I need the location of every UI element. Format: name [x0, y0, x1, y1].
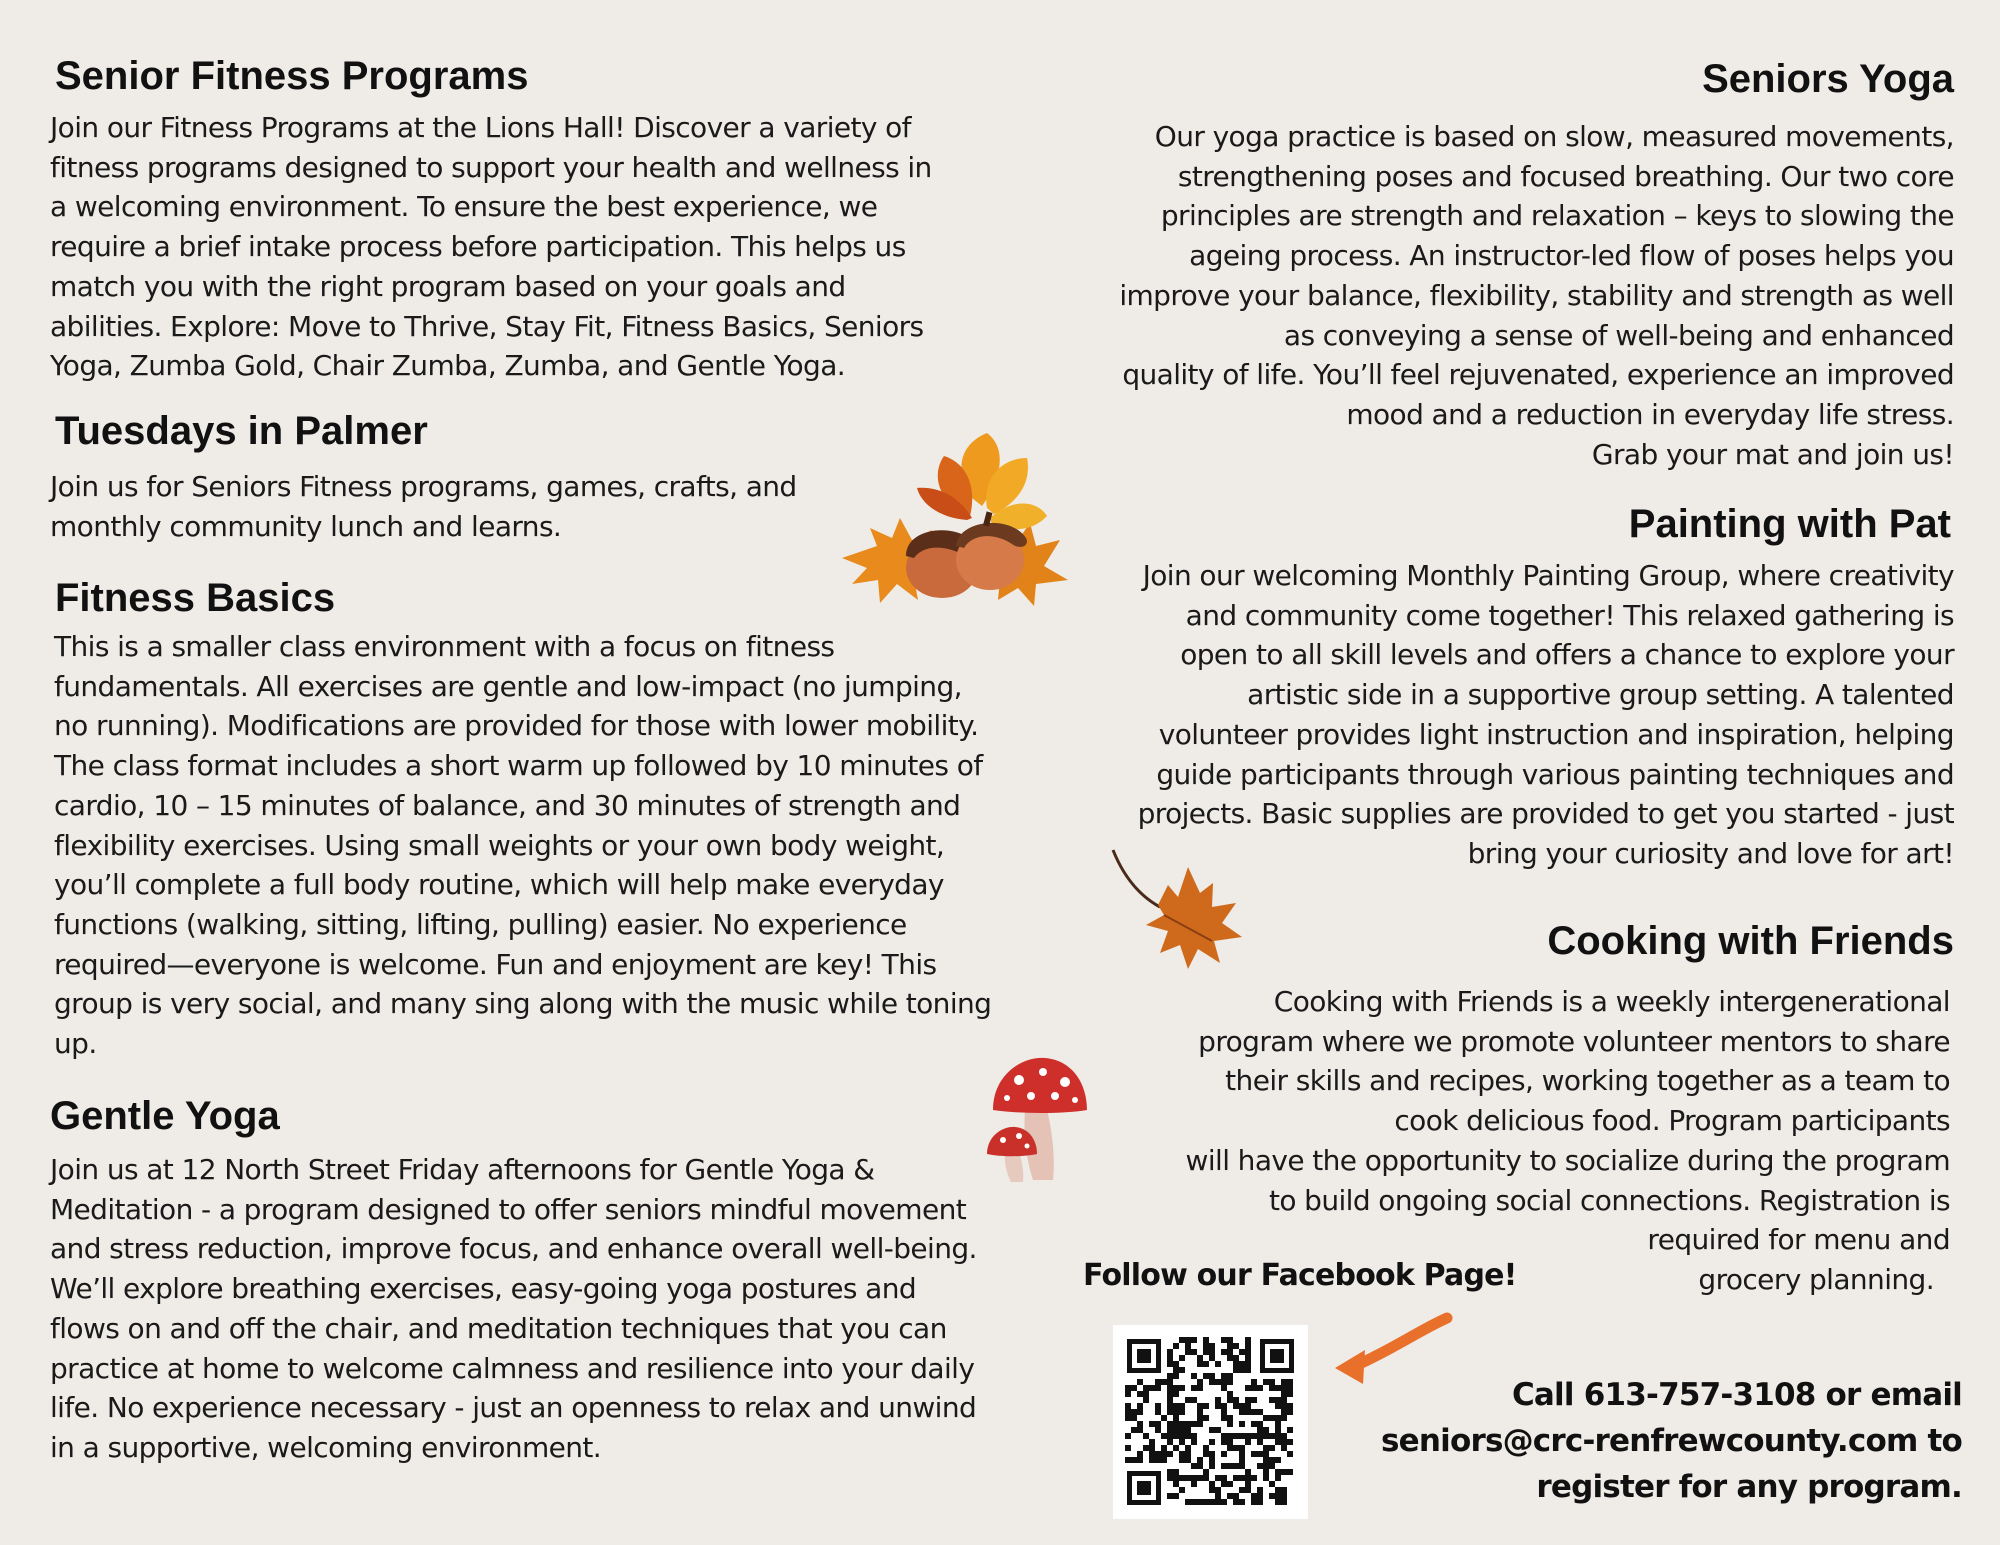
- paragraph-line: grocery planning.: [1698, 1262, 1934, 1296]
- paragraph-line: Cooking with Friends is a weekly intergenerational: [1273, 985, 1950, 1018]
- facebook-follow-label: Follow our Facebook Page!: [1083, 1258, 1517, 1293]
- paragraph-line: to build ongoing social connections. Registration is: [1268, 1183, 1950, 1217]
- paragraph-line: require a brief intake process before participation. This helps us: [50, 230, 906, 264]
- contact-info: [1381, 1372, 1962, 1510]
- paragraph-line: ageing process. An instructor-led flow of poses helps you: [1189, 239, 1954, 273]
- paragraph-line: Our yoga practice is based on slow, measured movements,: [1154, 120, 1954, 153]
- paragraph-line: and community come together! This relaxed gathering is: [1185, 598, 1954, 632]
- paragraph-line: abilities. Explore: Move to Thrive, Stay Fit, Fitness Basics, Seniors: [50, 309, 924, 343]
- painting-heading: Painting with Pat: [1628, 502, 1951, 546]
- paragraph-line: group is very social, and many sing along with the music while toning: [54, 987, 992, 1021]
- paragraph-line: Join our Fitness Programs at the Lions Hall! Discover a variety of: [50, 111, 911, 144]
- contact-email-link[interactable]: seniors@crc-renfrewcounty.com to: [1381, 1423, 1962, 1459]
- gentle-yoga-heading: Gentle Yoga: [50, 1094, 280, 1138]
- paragraph-line: will have the opportunity to socialize during the program: [1185, 1143, 1950, 1177]
- mushrooms-icon: [983, 1052, 1091, 1187]
- gentle-yoga-paragraph: [50, 1150, 977, 1468]
- maple-leaf-icon: [1108, 845, 1248, 975]
- paragraph-line: guide participants through various painting techniques and: [1156, 757, 1954, 791]
- paragraph-line: in a supportive, welcoming environment.: [50, 1430, 602, 1464]
- paragraph-line: no running). Modifications are provided for those with lower mobility.: [54, 709, 979, 743]
- senior-fitness-paragraph: [50, 108, 932, 386]
- qr-code-icon[interactable]: [1113, 1325, 1308, 1519]
- paragraph-line: up.: [54, 1027, 97, 1061]
- seniors-yoga-paragraph: [1119, 117, 1954, 474]
- seniors-yoga-heading: Seniors Yoga: [1702, 57, 1954, 101]
- paragraph-line: program where we promote volunteer mentors to share: [1198, 1024, 1950, 1058]
- tuesdays-paragraph: [50, 467, 797, 546]
- paragraph-line: practice at home to welcome calmness and resilience into your daily: [50, 1351, 975, 1385]
- paragraph-line: quality of life. You’ll feel rejuvenated, experience an improved: [1122, 358, 1954, 392]
- paragraph-line: projects. Basic supplies are provided to get you started - just: [1137, 797, 1954, 831]
- contact-line: register for any program.: [1536, 1469, 1962, 1505]
- paragraph-line: functions (walking, sitting, lifting, pulling) easier. No experience: [54, 907, 907, 941]
- paragraph-line: mood and a reduction in everyday life stress.: [1346, 397, 1954, 431]
- fitness-basics-paragraph: [54, 627, 991, 1064]
- paragraph-line: improve your balance, flexibility, stability and strength as well: [1119, 278, 1954, 312]
- paragraph-line: cardio, 10 – 15 minutes of balance, and 30 minutes of strength and: [54, 788, 961, 822]
- paragraph-line: Meditation - a program designed to offer seniors mindful movement: [50, 1192, 967, 1226]
- paragraph-line: fitness programs designed to support your health and wellness in: [50, 150, 932, 184]
- paragraph-line: cook delicious food. Program participants: [1394, 1104, 1950, 1138]
- paragraph-line: Grab your mat and join us!: [1591, 437, 1954, 471]
- paragraph-line: life. No experience necessary - just an openness to relax and unwind: [50, 1391, 977, 1425]
- paragraph-line: and stress reduction, improve focus, and enhance overall well-being.: [50, 1232, 977, 1266]
- paragraph-line: as conveying a sense of well-being and enhanced: [1283, 318, 1954, 352]
- paragraph-line: Join our welcoming Monthly Painting Group, where creativity: [1142, 559, 1954, 592]
- cooking-paragraph: [1186, 982, 1950, 1300]
- paragraph-line: volunteer provides light instruction and inspiration, helping: [1158, 717, 1954, 751]
- paragraph-line: This is a smaller class environment with a focus on fitness: [54, 630, 835, 663]
- paragraph-line: required for menu and: [1647, 1223, 1950, 1257]
- paragraph-line: their skills and recipes, working together as a team to: [1225, 1064, 1950, 1098]
- paragraph-line: strengthening poses and focused breathing. Our two core: [1177, 159, 1954, 193]
- painting-paragraph: [1138, 556, 1954, 874]
- paragraph-line: match you with the right program based on your goals and: [50, 269, 846, 303]
- paragraph-line: bring your curiosity and love for art!: [1467, 836, 1954, 870]
- paragraph-line: required—everyone is welcome. Fun and enjoyment are key! This: [54, 947, 937, 981]
- paragraph-line: principles are strength and relaxation – keys to slowing the: [1160, 199, 1954, 233]
- paragraph-line: Join us for Seniors Fitness programs, games, crafts, and: [50, 470, 797, 503]
- senior-fitness-heading: Senior Fitness Programs: [55, 54, 529, 98]
- paragraph-line: artistic side in a supportive group setting. A talented: [1247, 678, 1954, 712]
- paragraph-line: flexibility exercises. Using small weights or your own body weight,: [54, 828, 945, 862]
- paragraph-line: fundamentals. All exercises are gentle and low-impact (no jumping,: [54, 669, 962, 703]
- paragraph-line: flows on and off the chair, and meditation techniques that you can: [50, 1311, 947, 1345]
- paragraph-line: Join us at 12 North Street Friday afternoons for Gentle Yoga &: [50, 1153, 875, 1186]
- paragraph-line: Yoga, Zumba Gold, Chair Zumba, Zumba, and Gentle Yoga.: [50, 349, 846, 383]
- autumn-leaves-acorns-icon: [822, 428, 1077, 613]
- paragraph-line: The class format includes a short warm up followed by 10 minutes of: [54, 749, 983, 783]
- tuesdays-heading: Tuesdays in Palmer: [55, 409, 428, 453]
- fitness-basics-heading: Fitness Basics: [55, 576, 336, 620]
- contact-line: Call 613-757-3108 or email: [1511, 1377, 1962, 1413]
- paragraph-line: monthly community lunch and learns.: [50, 509, 562, 543]
- paragraph-line: We’ll explore breathing exercises, easy-going yoga postures and: [50, 1272, 917, 1306]
- paragraph-line: a welcoming environment. To ensure the best experience, we: [50, 190, 878, 224]
- cooking-heading: Cooking with Friends: [1547, 919, 1954, 963]
- paragraph-line: you’ll complete a full body routine, which will help make everyday: [54, 868, 944, 902]
- paragraph-line: open to all skill levels and offers a chance to explore your: [1180, 638, 1954, 672]
